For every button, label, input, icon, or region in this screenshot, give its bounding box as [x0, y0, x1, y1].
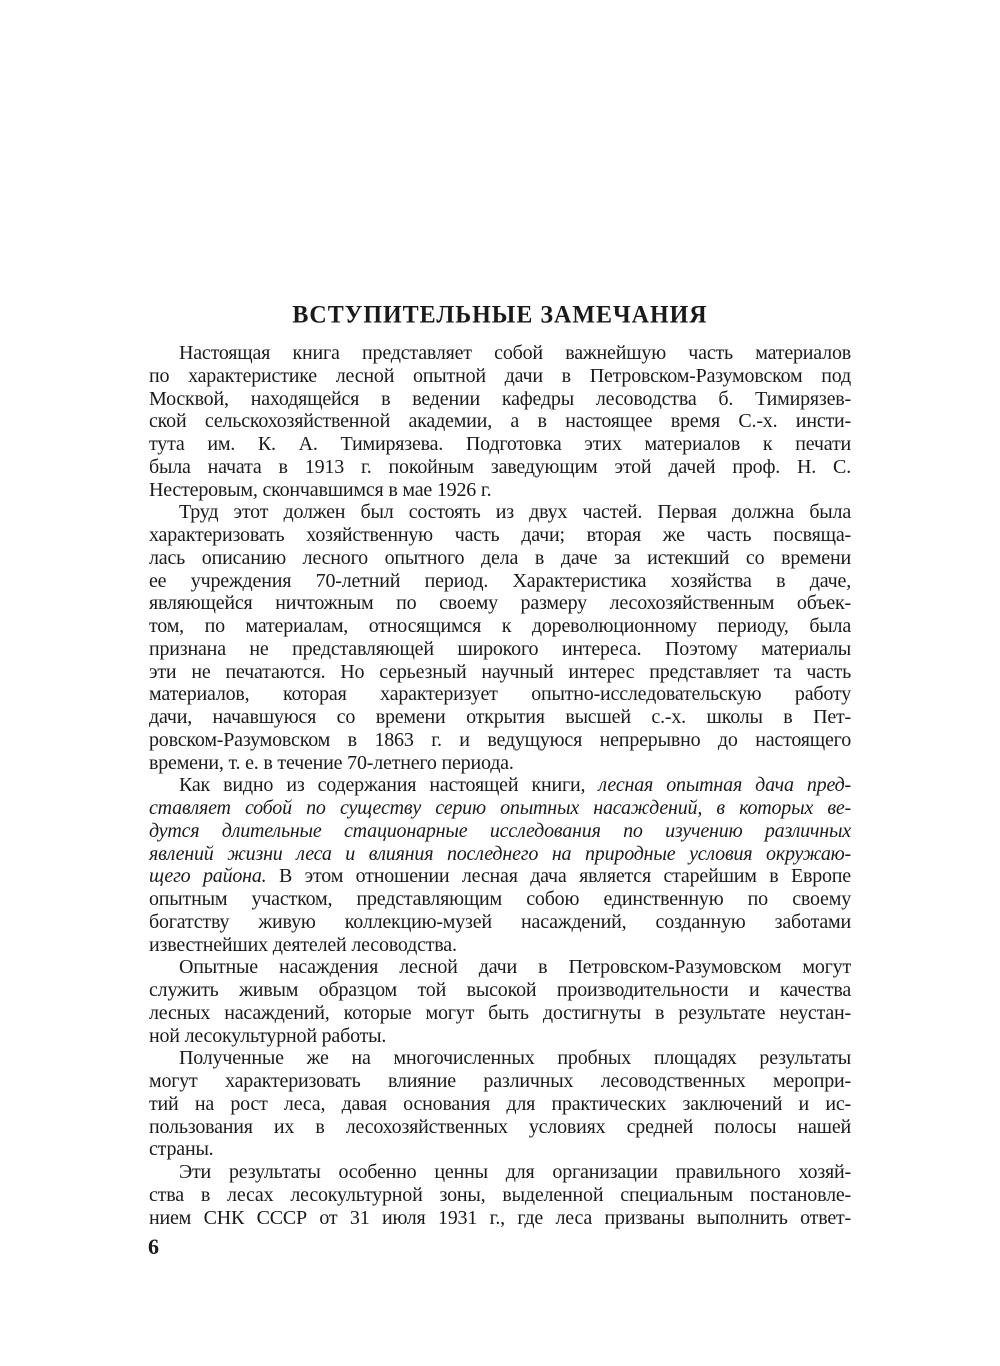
text-segment: том, по материалам, относящимся к дореволюционному периоду, была — [149, 615, 851, 637]
text-line — [149, 410, 851, 433]
text-line — [149, 1207, 851, 1230]
body-text — [149, 342, 851, 1229]
italic-text-segment: ставляет собой по существу серию опытных насаждений, в которых ве- — [149, 797, 851, 819]
text-line — [149, 1138, 851, 1161]
text-line — [149, 1047, 851, 1070]
text-segment: Полученные же на многочисленных пробных площадях результаты — [179, 1047, 851, 1070]
text-line — [149, 388, 851, 411]
text-line — [149, 661, 851, 684]
text-line — [149, 456, 851, 479]
text-segment: Эти результаты особенно ценны для организации правильного хозяй- — [179, 1161, 851, 1183]
text-segment: ровском-Разумовском в 1863 г. и ведущуюся непрерывно до настоящего — [149, 728, 851, 751]
text-line — [149, 365, 851, 388]
text-segment: времени, т. е. в течение 70-летнего периода. — [149, 751, 514, 774]
page-title: ВСТУПИТЕЛЬНЫЕ ЗАМЕЧАНИЯ — [292, 301, 708, 329]
italic-text-segment: явлений жизни леса и влияния последнего на природные условия окружаю- — [149, 842, 851, 865]
text-segment: ной лесокультурной работы. — [149, 1024, 387, 1047]
text-segment: служить живым образцом той высокой производительности и качества — [149, 979, 851, 1001]
text-segment: Опытные насаждения лесной дачи в Петровском-Разумовском могут — [179, 956, 851, 979]
text-segment: Нестеровым, скончавшимся в мае 1926 г. — [149, 478, 492, 501]
text-segment: эти не печатаются. Но серьезный научный интерес представляет та часть — [149, 660, 851, 683]
text-segment: дачи, начавшуюся со времени открытия высшей с.-х. школы в Пет- — [149, 706, 851, 728]
text-segment: тута им. К. А. Тимирязева. Подготовка этих материалов к печати — [149, 433, 851, 455]
text-segment: пользования их в лесохозяйственных условиях средней полосы нашей — [149, 1115, 851, 1138]
text-segment: тий на рост леса, давая основания для практических заключений и ис- — [149, 1092, 851, 1115]
text-line — [149, 501, 851, 524]
text-segment: Труд этот должен был состоять из двух частей. Первая должна была — [179, 501, 851, 524]
text-line — [149, 706, 851, 729]
text-segment: богатству живую коллекцию-музей насаждений, созданную заботами — [149, 910, 851, 933]
text-segment: могут характеризовать влияние различных лесоводственных меропри- — [149, 1070, 851, 1092]
text-line — [149, 342, 851, 365]
text-line — [149, 570, 851, 593]
text-segment: лесных насаждений, которые могут быть достигнуты в результате неустан- — [149, 1001, 851, 1024]
text-line — [149, 683, 851, 706]
text-segment: опытным участком, представляющим собою единственную по своему — [149, 888, 851, 910]
text-segment: признана не представляющей широкого интереса. Поэтому материалы — [149, 637, 851, 660]
text-line — [149, 911, 851, 934]
italic-text-segment: лесная опытная дача пред- — [598, 774, 852, 797]
text-segment: была начата в 1913 г. покойным заведующим этой дачей проф. Н. С. — [149, 455, 851, 478]
text-segment: страны. — [149, 1138, 214, 1161]
text-line — [149, 752, 851, 775]
text-line — [149, 774, 851, 797]
text-line — [149, 1070, 851, 1093]
text-line — [149, 797, 851, 820]
text-line — [149, 638, 851, 661]
text-line — [149, 934, 851, 957]
text-segment: ства в лесах лесокультурной зоны, выделенной специальным постановле- — [149, 1183, 851, 1206]
italic-text-segment: щего района. — [149, 865, 267, 888]
text-line — [149, 1184, 851, 1207]
text-segment: ее учреждения 70-летний период. Характеристика хозяйства в даче, — [149, 569, 851, 592]
text-line — [149, 479, 851, 502]
italic-text-segment: дутся длительные стационарные исследования по изучению различных — [149, 819, 851, 842]
text-segment: Москвой, находящейся в ведении кафедры лесоводства б. Тимирязев- — [149, 387, 851, 410]
text-line — [149, 956, 851, 979]
text-segment: являющейся ничтожным по своему размеру лесохозяйственным объек- — [149, 592, 851, 615]
text-segment: характеризовать хозяйственную часть дачи; вторая же часть посвяща- — [149, 524, 851, 546]
text-line — [149, 592, 851, 615]
text-line — [149, 615, 851, 638]
text-segment: материалов, которая характеризует опытно-исследовательскую работу — [149, 683, 851, 706]
text-segment: лась описанию лесного опытного дела в даче за истекший со времени — [149, 546, 851, 569]
text-line — [149, 524, 851, 547]
text-segment: Как видно из содержания настоящей книги, — [179, 774, 599, 797]
text-line — [149, 1116, 851, 1139]
text-line — [149, 1161, 851, 1184]
text-line — [149, 865, 851, 888]
text-line — [149, 1025, 851, 1048]
text-segment: известнейших деятелей лесоводства. — [149, 933, 457, 956]
text-segment: нием СНК СССР от 31 июля 1931 г., где леса призваны выполнить ответ- — [149, 1206, 851, 1229]
text-line — [149, 1093, 851, 1116]
text-line — [149, 547, 851, 570]
text-segment: В этом отношении лесная дача является старейшим в Европе — [266, 865, 851, 888]
text-line — [149, 433, 851, 456]
text-line — [149, 1002, 851, 1025]
text-line — [149, 729, 851, 752]
page-number: 6 — [148, 1234, 159, 1259]
text-line — [149, 843, 851, 866]
text-line — [149, 979, 851, 1002]
text-line — [149, 820, 851, 843]
text-line — [149, 888, 851, 911]
text-segment: по характеристике лесной опытной дачи в Петровском-Разумовском под — [149, 364, 851, 387]
text-segment: Настоящая книга представляет собой важнейшую часть материалов — [179, 342, 851, 364]
text-segment: ской сельскохозяйственной академии, а в настоящее время С.-х. инсти- — [149, 410, 851, 433]
